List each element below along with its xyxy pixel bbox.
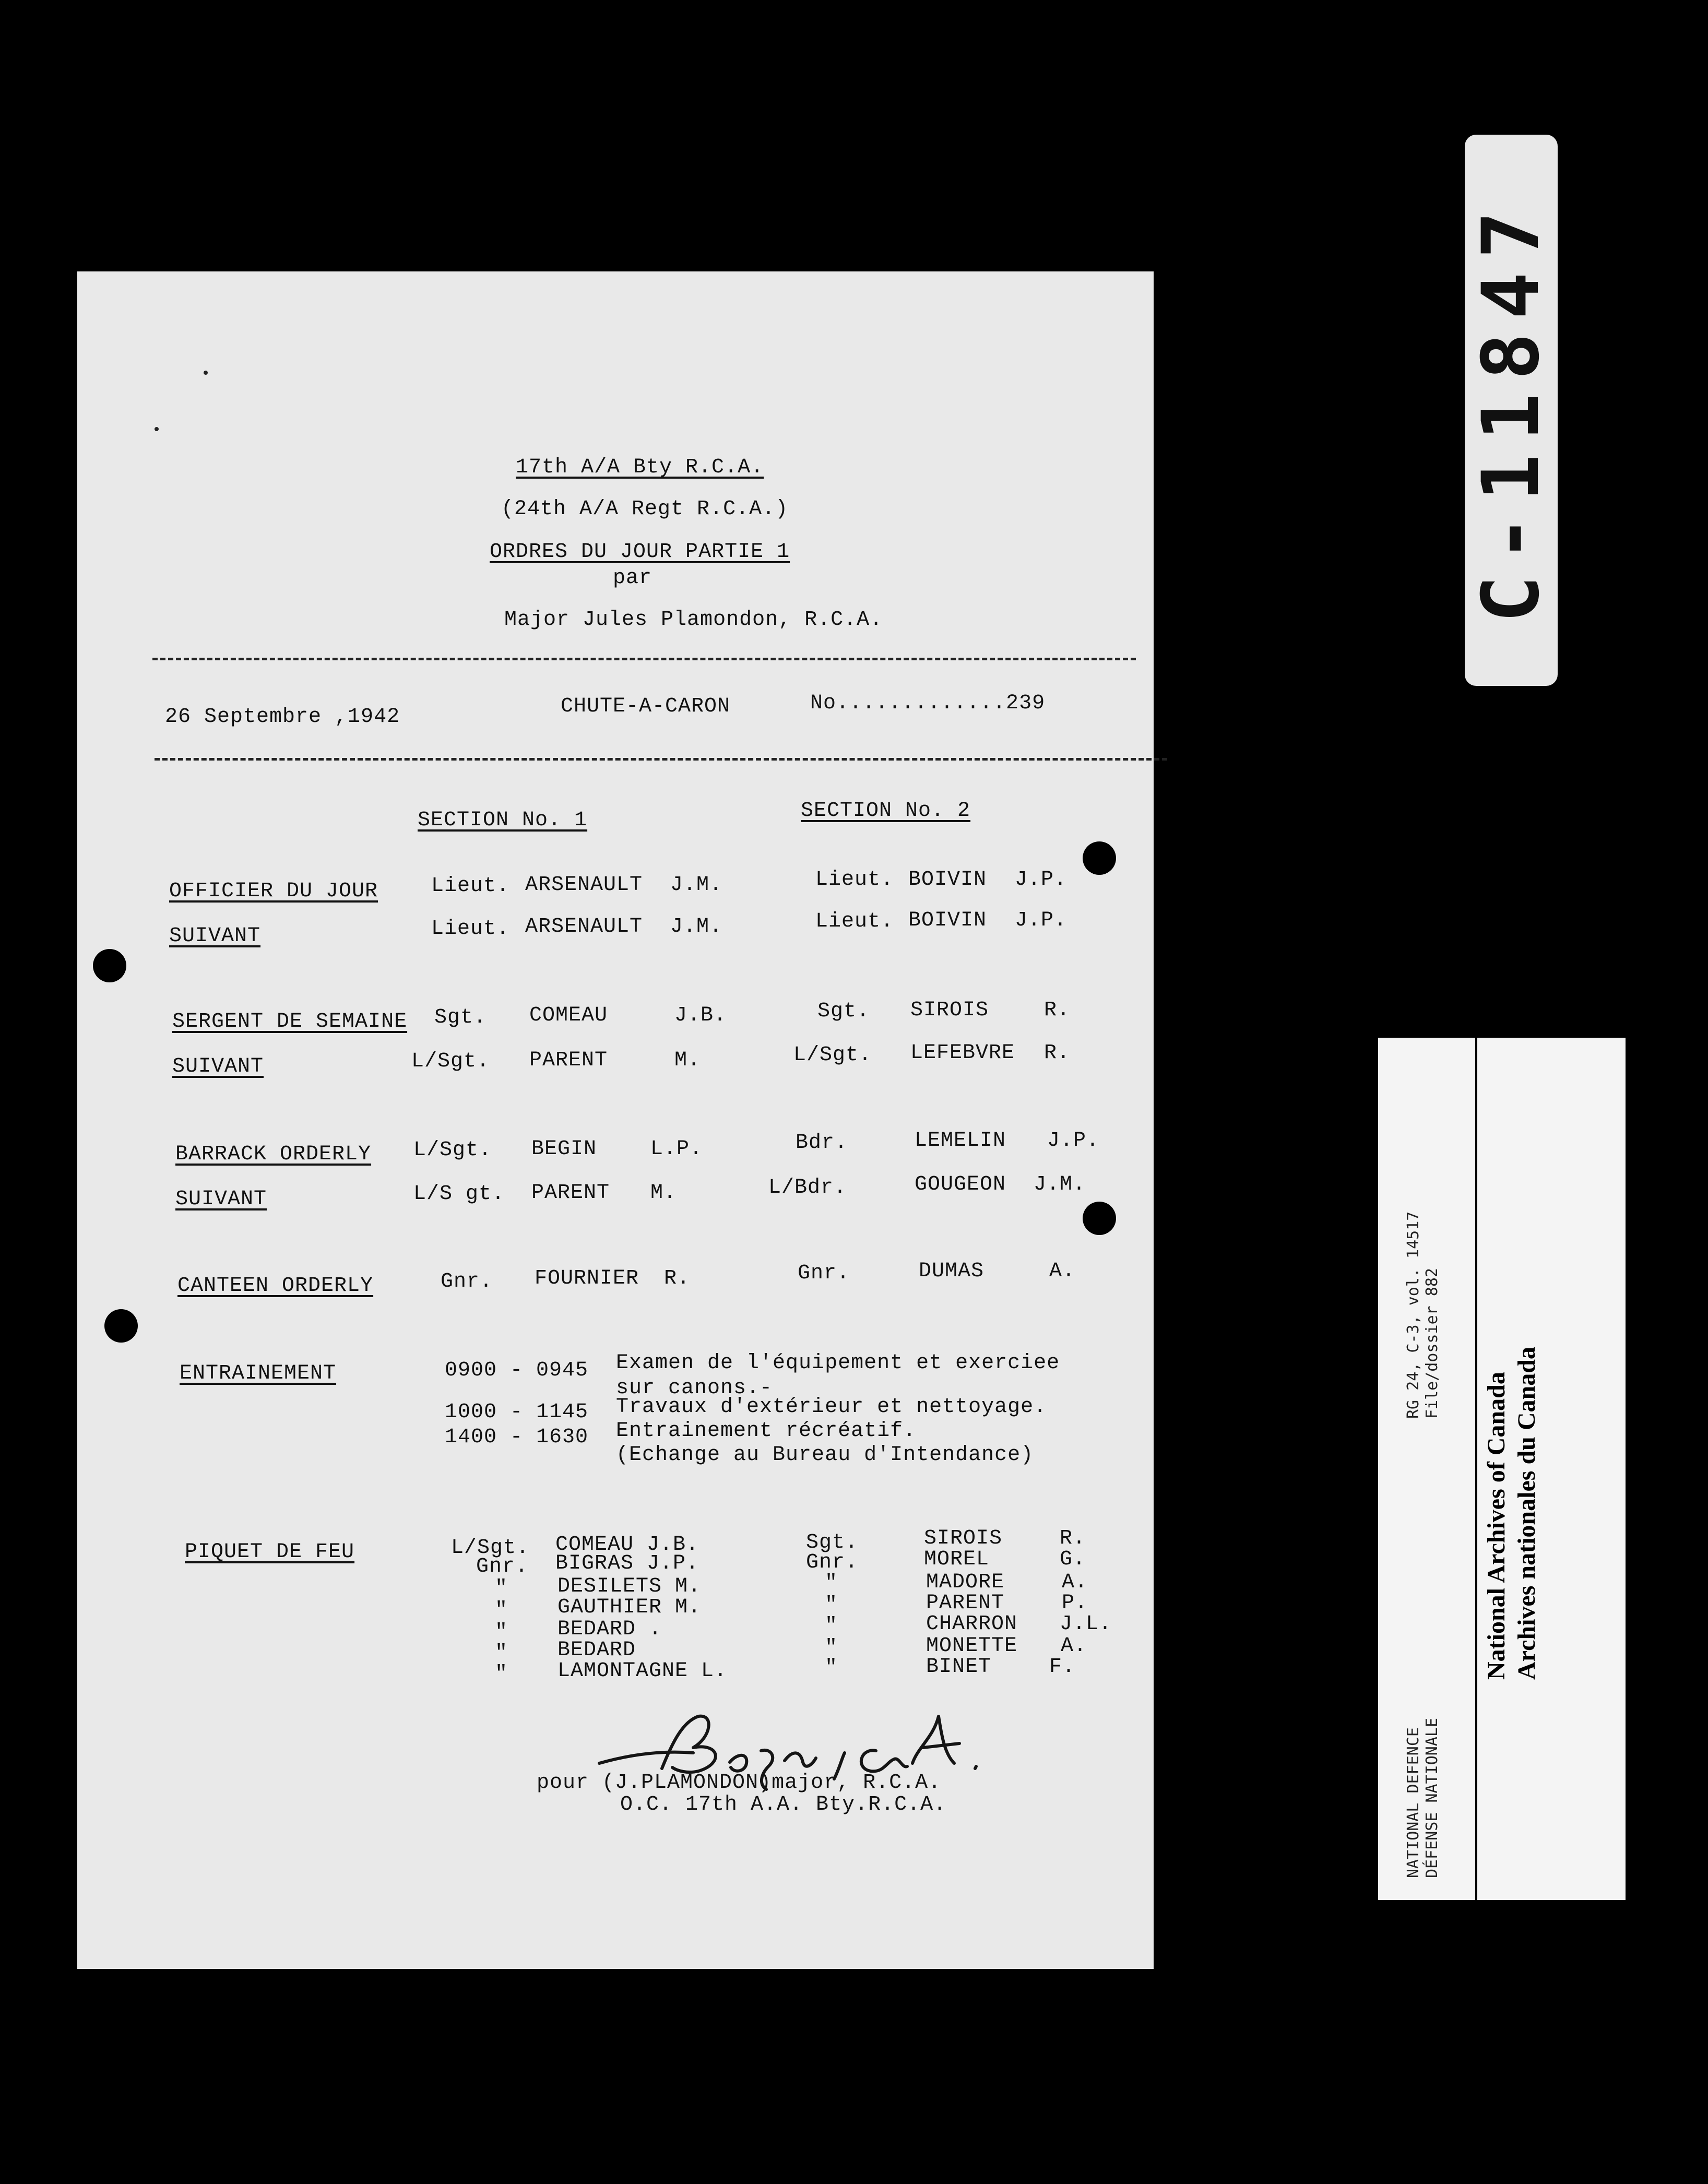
picket-rank: "	[825, 1572, 838, 1595]
signature-pour-line: pour (J.PLAMONDON)major, R.C.A.	[537, 1771, 942, 1795]
unit-heading: 17th A/A Bty R.C.A.	[516, 456, 764, 479]
s2-initials: R.	[1044, 999, 1071, 1022]
s2-initials: J.P.	[1015, 909, 1068, 932]
reel-number: C-11847	[1466, 197, 1557, 623]
fire-picket-label: PIQUET DE FEU	[185, 1540, 355, 1564]
picket-rank: L/Sgt.	[451, 1536, 530, 1560]
picket-rank: Gnr.	[806, 1551, 859, 1574]
s1-initials: J.B.	[674, 1004, 727, 1027]
duty-label: SUIVANT	[169, 924, 261, 948]
s1-rank: L/Sgt.	[411, 1050, 490, 1073]
duty-label: SERGENT DE SEMAINE	[172, 1010, 408, 1034]
orders-title: ORDRES DU JOUR PARTIE 1	[490, 540, 790, 564]
training-label: ENTRAINEMENT	[180, 1362, 337, 1385]
s2-initials: J.M.	[1034, 1173, 1086, 1196]
s2-name: BOIVIN	[908, 909, 987, 932]
picket-name: MOREL	[924, 1548, 990, 1571]
s2-rank: Gnr.	[798, 1262, 850, 1285]
s1-initials: J.M.	[670, 915, 723, 939]
picket-rank: "	[495, 1663, 508, 1686]
s1-initials: M.	[674, 1049, 701, 1072]
duty-label: CANTEEN ORDERLY	[177, 1274, 374, 1298]
order-date: 26 Septembre ,1942	[165, 705, 400, 729]
picket-initials: R.	[1060, 1527, 1086, 1550]
picket-name: MONETTE	[926, 1634, 1018, 1658]
s1-name: COMEAU	[529, 1004, 608, 1027]
picket-name: MADORE	[926, 1571, 1005, 1594]
archive-file: File/dossier 882	[1423, 1268, 1441, 1419]
duty-label: BARRACK ORDERLY	[175, 1143, 372, 1166]
s2-name: GOUGEON	[915, 1173, 1006, 1196]
s2-initials: J.P.	[1047, 1129, 1100, 1153]
section-1-header: SECTION No. 1	[418, 809, 588, 832]
document-page	[77, 271, 1154, 1969]
reference-block	[1404, 1212, 1442, 1419]
department-fr: DÉFENSE NATIONALE	[1423, 1717, 1441, 1878]
duty-label: SUIVANT	[175, 1188, 267, 1211]
archives-name-en: National Archives of Canada	[1482, 1372, 1510, 1680]
picket-name: LAMONTAGNE L.	[558, 1659, 728, 1683]
commander-line: Major Jules Plamondon, R.C.A.	[504, 608, 883, 632]
training-activity: Examen de l'équipement et exerciee	[616, 1351, 1060, 1375]
training-time: 0900 - 0945	[445, 1359, 589, 1382]
label-divider	[1475, 1038, 1477, 1900]
punch-hole	[104, 1309, 138, 1343]
picket-rank: "	[825, 1636, 838, 1660]
training-time: 1000 - 1145	[445, 1400, 589, 1424]
picket-initials: J.L.	[1060, 1612, 1112, 1636]
duty-label: OFFICIER DU JOUR	[169, 880, 378, 903]
s1-name: ARSENAULT	[525, 915, 643, 939]
s2-rank: Lieut.	[815, 910, 894, 933]
s1-name: BEGIN	[531, 1137, 597, 1161]
picket-name: BEDARD	[558, 1639, 636, 1662]
s1-name: FOURNIER	[535, 1267, 639, 1290]
s2-name: DUMAS	[919, 1260, 985, 1283]
picket-name: BEDARD .	[558, 1618, 662, 1641]
order-place: CHUTE-A-CARON	[561, 695, 731, 718]
picket-name: BINET	[926, 1655, 992, 1679]
speck	[204, 371, 208, 375]
archives-name-fr: Archives nationales du Canada	[1512, 1347, 1540, 1680]
regiment-heading: (24th A/A Regt R.C.A.)	[501, 497, 789, 521]
picket-name: CHARRON	[926, 1612, 1018, 1636]
s2-rank: Sgt.	[817, 1000, 870, 1023]
section-2-header: SECTION No. 2	[801, 799, 971, 823]
s1-name: PARENT	[531, 1181, 610, 1205]
picket-rank: "	[495, 1599, 508, 1622]
s1-initials: J.M.	[670, 873, 723, 897]
picket-initials: A.	[1061, 1634, 1087, 1658]
order-number: No.............239	[810, 692, 1046, 715]
s1-initials: R.	[664, 1267, 691, 1290]
picket-rank: "	[495, 1621, 508, 1644]
s1-rank: Gnr.	[441, 1270, 493, 1293]
dashed-rule-top	[152, 658, 1136, 660]
picket-name: DESILETS M.	[558, 1575, 702, 1598]
picket-initials: F.	[1049, 1655, 1076, 1679]
s2-name: LEMELIN	[915, 1129, 1006, 1153]
par-text: par	[613, 566, 653, 590]
s1-rank: L/S gt.	[413, 1182, 505, 1206]
s2-initials: J.P.	[1015, 868, 1068, 892]
picket-name: PARENT	[926, 1592, 1005, 1615]
archives-name-block	[1481, 1347, 1541, 1680]
archive-label	[1378, 1038, 1626, 1900]
picket-initials: A.	[1062, 1571, 1088, 1594]
department-en: NATIONAL DEFENCE	[1404, 1727, 1422, 1878]
signature-oc-line: O.C. 17th A.A. Bty.R.C.A.	[620, 1793, 947, 1817]
s2-rank: Bdr.	[796, 1131, 848, 1155]
picket-name: BIGRAS J.P.	[555, 1552, 699, 1575]
microfilm-reel-strip	[1465, 135, 1558, 686]
training-activity: Travaux d'extérieur et nettoyage.	[616, 1395, 1047, 1419]
picket-name: SIROIS	[924, 1527, 1003, 1550]
department-block	[1404, 1718, 1442, 1878]
picket-rank: "	[495, 1642, 508, 1665]
s1-rank: L/Sgt.	[413, 1138, 492, 1162]
archive-reference: RG 24, C-3, vol. 14517	[1404, 1211, 1422, 1419]
s2-rank: L/Bdr.	[768, 1176, 847, 1200]
picket-name: GAUTHIER M.	[558, 1596, 702, 1619]
picket-name: COMEAU J.B.	[555, 1533, 699, 1557]
s2-name: BOIVIN	[908, 868, 987, 892]
punch-hole	[93, 949, 126, 982]
picket-rank: "	[825, 1615, 838, 1638]
s2-initials: R.	[1044, 1041, 1071, 1065]
picket-rank: "	[495, 1577, 508, 1600]
picket-rank: "	[825, 1594, 838, 1617]
s2-name: LEFEBVRE	[910, 1041, 1015, 1065]
duty-label: SUIVANT	[172, 1055, 264, 1078]
picket-initials: G.	[1060, 1548, 1086, 1571]
s2-rank: Lieut.	[815, 868, 894, 892]
picket-initials: P.	[1062, 1592, 1088, 1615]
s2-initials: A.	[1049, 1260, 1076, 1283]
s1-rank: Lieut.	[431, 874, 510, 898]
speck	[155, 427, 159, 431]
s1-initials: M.	[650, 1181, 677, 1205]
dashed-rule-bottom	[155, 758, 1167, 761]
s2-name: SIROIS	[910, 999, 989, 1022]
punch-hole	[1083, 1202, 1116, 1235]
s1-rank: Lieut.	[431, 917, 510, 941]
training-activity: sur canons.-	[616, 1376, 773, 1400]
s2-rank: L/Sgt.	[793, 1043, 872, 1067]
s1-name: PARENT	[529, 1049, 608, 1072]
s1-name: ARSENAULT	[525, 873, 643, 897]
training-activity: Entrainement récréatif.	[616, 1419, 917, 1443]
picket-rank: Sgt.	[806, 1531, 859, 1554]
punch-hole	[1083, 841, 1116, 875]
training-activity: (Echange au Bureau d'Intendance)	[616, 1443, 1034, 1467]
picket-rank: Gnr.	[476, 1555, 529, 1578]
s1-initials: L.P.	[650, 1137, 703, 1161]
picket-rank: "	[825, 1656, 838, 1680]
training-time: 1400 - 1630	[445, 1426, 589, 1449]
s1-rank: Sgt.	[434, 1006, 487, 1029]
